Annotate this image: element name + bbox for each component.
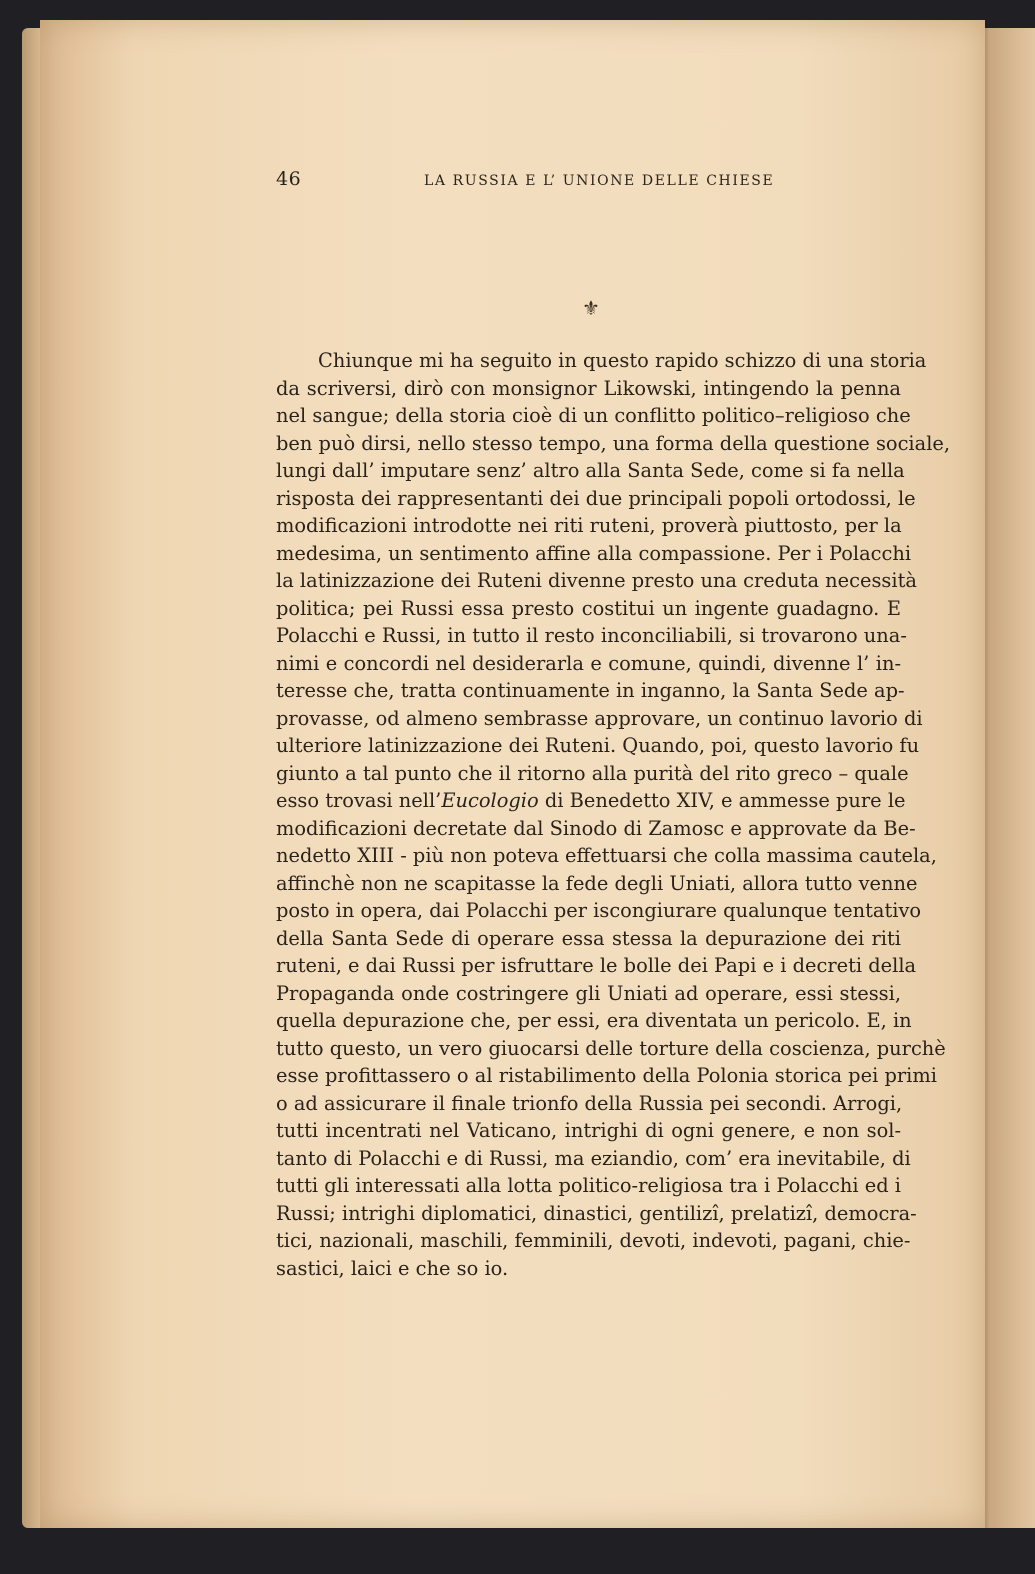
text-line: affinchè non ne scapitasse la fede degli Uniati, allora tutto venne — [276, 871, 918, 895]
text-line: ulteriore latinizzazione dei Ruteni. Quando, poi, questo lavorio fu — [276, 734, 920, 757]
text-line: Chiunque mi ha seguito in questo rapido schizzo di una storia — [318, 349, 927, 372]
text-line: medesima, un sentimento affine alla compassione. Per i Polacchi — [276, 541, 912, 565]
text-line: politica; pei Russi essa presto costitui un ingente guadagno. E — [276, 596, 901, 620]
text-line: nel sangue; della storia cioè di un conflitto politico–religioso che — [276, 404, 911, 427]
text-line: tutti gli interessati alla lotta politico-religiosa tra i Polacchi ed i — [276, 1174, 901, 1197]
text-line: risposta dei rappresentanti dei due principali popoli ortodossi, le — [276, 486, 916, 510]
text-line: Russi; intrighi diplomatici, dinastici, gentilizî, prelatizî, democra- — [276, 1201, 917, 1225]
text-line: da scriversi, dirò con monsignor Likowski, intingendo la penna — [276, 376, 901, 400]
text-line: Propaganda onde costringere gli Uniati ad operare, essi stessi, — [276, 981, 901, 1005]
text-line: provasse, od almeno sembrasse approvare, un continuo lavorio di — [276, 706, 923, 730]
text-line: tici, nazionali, maschili, femminili, devoti, indevoti, pagani, chie- — [276, 1229, 911, 1252]
text-line: Polacchi e Russi, in tutto il resto inconciliabili, si trovarono una- — [276, 624, 907, 647]
text-line: modificazioni decretate dal Sinodo di Zamosc e approvate da Be- — [276, 816, 916, 840]
text-line: lungi dall’ imputare senz’ altro alla Santa Sede, come si fa nella — [276, 459, 905, 482]
text-line-with-title — [276, 787, 906, 815]
page-header — [276, 168, 916, 198]
text-line: nimi e concordi nel desiderarla e comune, quindi, divenne l’ in- — [276, 651, 901, 675]
text-line: o ad assicurare il finale trionfo della Russia pei secondi. Arrogi, — [276, 1091, 903, 1115]
text-line: la latinizzazione dei Ruteni divenne presto una creduta necessità — [276, 569, 917, 592]
italic-book-title: Eucologio — [441, 789, 539, 812]
text-line: nedetto XIII - più non poteva effettuarsi che colla massima cautela, — [276, 844, 937, 867]
text-line: ruteni, e dai Russi per isfruttare le bolle dei Papi e i decreti della — [276, 954, 917, 977]
running-title: LA RUSSIA E L’ UNIONE DELLE CHIESE — [424, 173, 775, 189]
text-line: quella depurazione che, per essi, era diventata un pericolo. E, in — [276, 1009, 912, 1032]
text-line: posto in opera, dai Polacchi per iscongiurare qualunque tentativo — [276, 899, 922, 922]
text-line: tutti incentrati nel Vaticano, intrighi di ogni genere, e non sol- — [276, 1119, 901, 1142]
text-line: della Santa Sede di operare essa stessa la depurazione dei riti — [276, 926, 901, 950]
facing-page-edge — [978, 28, 1035, 1528]
text-line: modificazioni introdotte nei riti ruteni, proverà piuttosto, per la — [276, 514, 902, 537]
body-paragraph — [276, 347, 951, 1282]
text-line: tanto di Polacchi e di Russi, ma eziandio, com’ era inevitabile, di — [276, 1146, 911, 1170]
text-line: giunto a tal punto che il ritorno alla purità del rito greco – quale — [276, 761, 909, 785]
text-line: teresse che, tratta continuamente in inganno, la Santa Sede ap- — [276, 679, 905, 702]
text-line: ben può dirsi, nello stesso tempo, una forma della questione sociale, — [276, 431, 951, 455]
text-segment: esso trovasi nell’ — [276, 789, 442, 812]
page-number: 46 — [276, 168, 302, 190]
text-line: tutto questo, un vero giuocarsi delle torture della coscienza, purchè — [276, 1036, 946, 1060]
fleuron-ornament: ⚜ — [582, 296, 600, 320]
text-line: esse profittassero o al ristabilimento della Polonia storica pei primi — [276, 1064, 937, 1087]
text-line: sastici, laici e che so io. — [276, 1256, 509, 1280]
text-segment: di Benedetto XIV, e ammesse pure le — [538, 789, 906, 812]
